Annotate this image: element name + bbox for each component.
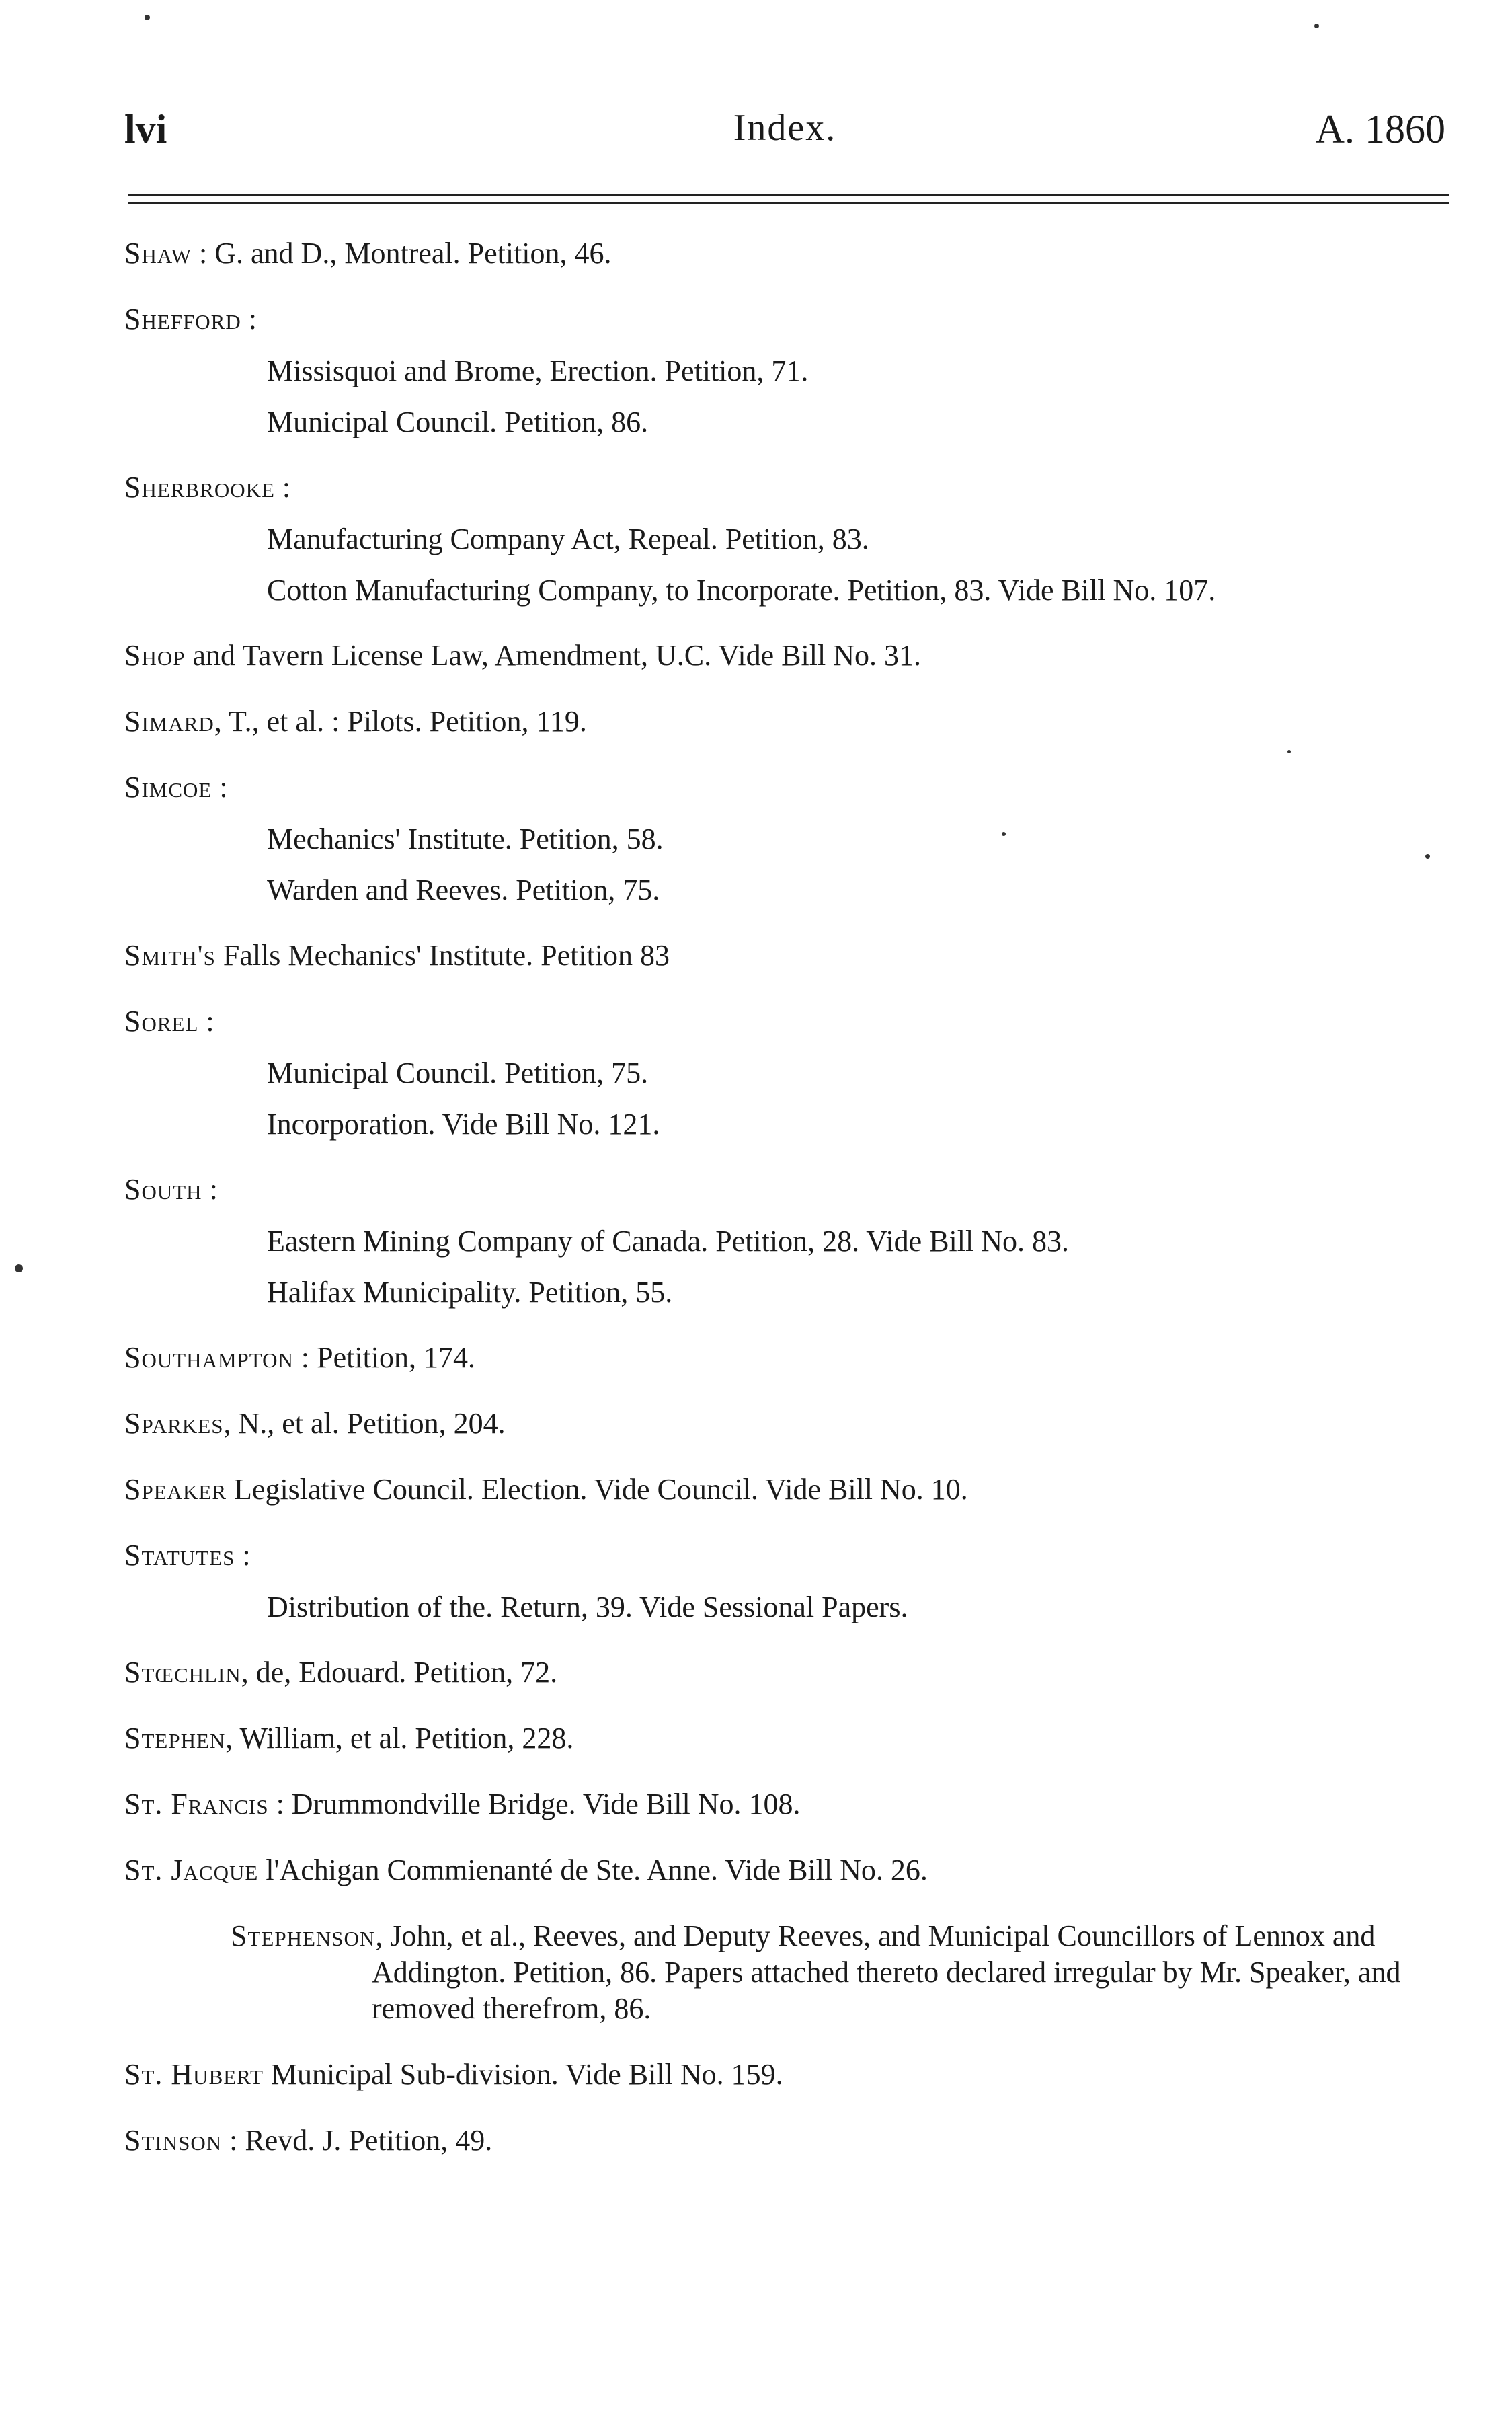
header-rule-top: [128, 194, 1449, 196]
entry-text: , John, et al., Reeves, and Deputy Reeves, and Municipal Councillors of Lennox and Addington. Petition, 86. Papers attached thereto declared irregular by Mr. Speaker, and removed therefrom, 86.: [372, 1919, 1401, 2025]
sub-entry: Municipal Council. Petition, 86.: [267, 406, 649, 438]
scan-speck: [145, 15, 150, 20]
entry-text: , William, et al. Petition, 228.: [225, 1722, 574, 1755]
index-entry: [124, 638, 1452, 674]
scan-speck: [1314, 24, 1319, 28]
scan-speck: [1287, 750, 1291, 753]
index-entry: [124, 937, 1452, 974]
entry-heading: Stephenson: [231, 1919, 376, 1952]
entry-heading: Speaker: [124, 1473, 227, 1506]
index-entry: [124, 769, 1452, 908]
entry-heading: Sherbrooke: [124, 471, 275, 504]
entry-text: Municipal Sub-division. Vide Bill No. 159.: [263, 2058, 783, 2091]
index-entries: [124, 235, 1452, 2159]
entry-heading: Sparkes: [124, 1407, 224, 1440]
scan-speck: [1425, 854, 1430, 859]
scan-speck: [1002, 832, 1006, 836]
entry-heading: Smith's: [124, 939, 216, 972]
sub-entry: Eastern Mining Company of Canada. Petition, 28. Vide Bill No. 83.: [267, 1225, 1069, 1258]
entry-heading: Shefford: [124, 303, 241, 336]
entry-heading: Stinson: [124, 2124, 223, 2157]
year-label: A. 1860: [1315, 107, 1445, 151]
page-number: lvi: [124, 107, 167, 151]
entry-text: :: [235, 1539, 251, 1572]
sub-entry: Missisquoi and Brome, Erection. Petition, 71.: [267, 354, 809, 387]
sub-entry: Distribution of the. Return, 39. Vide Sessional Papers.: [267, 1590, 908, 1623]
index-entry: [124, 2122, 1452, 2159]
sub-entry: Mechanics' Institute. Petition, 58.: [267, 822, 664, 855]
entry-text: , de, Edouard. Petition, 72.: [241, 1656, 558, 1689]
entry-text: Falls Mechanics' Institute. Petition 83: [215, 939, 670, 972]
index-entry: [124, 1406, 1452, 1442]
sub-entry: Incorporation. Vide Bill No. 121.: [267, 1108, 660, 1141]
entry-heading: Stœchlin: [124, 1656, 241, 1689]
sub-entry: Municipal Council. Petition, 75.: [267, 1057, 649, 1089]
entry-heading: Sorel: [124, 1005, 199, 1038]
entry-text: : Drummondville Bridge. Vide Bill No. 108.: [268, 1788, 801, 1820]
index-entry: [124, 1537, 1452, 1625]
entry-text: : G. and D., Montreal. Petition, 46.: [192, 237, 612, 270]
entry-heading: Simcoe: [124, 771, 212, 804]
header-rule-bottom: [128, 202, 1449, 204]
entry-heading: Southampton: [124, 1341, 294, 1374]
entry-text: :: [198, 1005, 214, 1038]
entry-heading: South: [124, 1173, 202, 1206]
index-entry: [124, 1172, 1452, 1310]
sub-entry: Warden and Reeves. Petition, 75.: [267, 874, 660, 907]
sub-entry: Cotton Manufacturing Company, to Incorporate. Petition, 83. Vide Bill No. 107.: [267, 574, 1216, 607]
entry-heading: Simard: [124, 705, 214, 738]
entry-heading: Shaw: [124, 237, 192, 270]
index-entry: [124, 301, 1452, 440]
index-entry: [124, 1918, 1452, 2027]
entry-text: l'Achigan Commienanté de Ste. Anne. Vide Bill No. 26.: [258, 1853, 928, 1886]
scan-speck: [15, 1264, 23, 1272]
entry-heading: St. Hubert: [124, 2058, 264, 2091]
entry-heading: Stephen: [124, 1722, 226, 1755]
index-entry: [124, 1003, 1452, 1142]
entry-heading: St. Francis: [124, 1788, 269, 1820]
sub-entry: Halifax Municipality. Petition, 55.: [267, 1276, 673, 1309]
entry-text: :: [212, 771, 228, 804]
sub-entry: Manufacturing Company Act, Repeal. Petition, 83.: [267, 523, 869, 555]
entry-heading: St. Jacque: [124, 1853, 259, 1886]
index-entry: [124, 1720, 1452, 1757]
index-entry: [124, 1471, 1452, 1508]
index-entry: [124, 1340, 1452, 1376]
page-title: Index.: [733, 107, 837, 149]
index-entry: [124, 1654, 1452, 1691]
index-entry: [124, 235, 1452, 272]
entry-text: , N., et al. Petition, 204.: [223, 1407, 506, 1440]
entry-text: Legislative Council. Election. Vide Council. Vide Bill No. 10.: [227, 1473, 968, 1506]
entry-text: :: [202, 1173, 218, 1206]
entry-text: : Revd. J. Petition, 49.: [222, 2124, 493, 2157]
index-entry: [124, 2057, 1452, 2093]
index-entry: [124, 703, 1452, 740]
entry-text: and Tavern License Law, Amendment, U.C. Vide Bill No. 31.: [185, 639, 921, 672]
entry-text: :: [274, 471, 291, 504]
page-header: [124, 106, 1445, 167]
index-entry: [124, 1852, 1452, 1888]
entry-heading: Shop: [124, 639, 186, 672]
entry-heading: Statutes: [124, 1539, 235, 1572]
index-entry: [124, 469, 1452, 608]
entry-text: : Petition, 174.: [293, 1341, 476, 1374]
entry-text: :: [241, 303, 257, 336]
index-entry: [124, 1786, 1452, 1823]
entry-text: , T., et al. : Pilots. Petition, 119.: [214, 705, 587, 738]
